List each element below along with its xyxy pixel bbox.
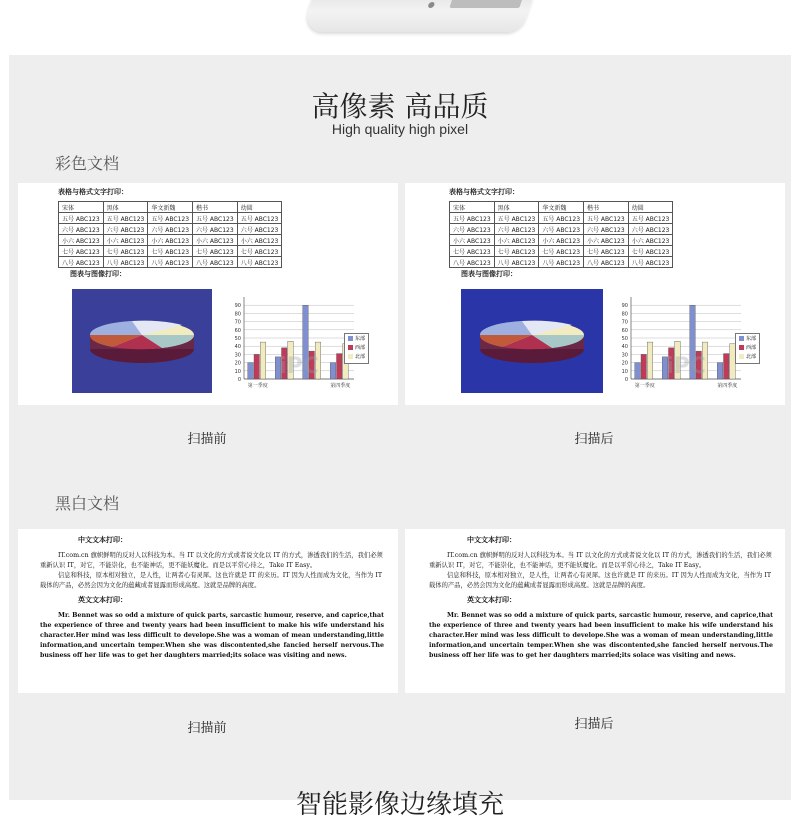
table-cell: 小六 ABC123 <box>539 235 584 246</box>
table-cell: 七号 ABC123 <box>450 246 495 257</box>
en-paragraph: Mr. Bennet was so odd a mixture of quick parts, sarcastic humour, reserve, and caprice,that the experience of three and twenty years had been insufficient to make his wife understand his character.Her mind was less difficult to develope.She was a woman of mean understanding,little information,and uncertain temper.When she was discontented,she fancied herself nervous.The business off her life was to get her daughters married;its solace was visiting and news. <box>40 612 384 659</box>
table-cell: 八号 ABC123 <box>59 257 104 268</box>
scanner-slot <box>449 0 524 8</box>
en-text-title: 英文文本打印： <box>467 595 516 604</box>
table-row <box>450 235 673 246</box>
y-tick-label: 10 <box>621 368 628 375</box>
section-subheading: High quality high pixel <box>331 121 469 137</box>
table-cell: 七号 ABC123 <box>628 246 673 257</box>
table-cell: 八号 ABC123 <box>450 257 495 268</box>
table-cell: 楷书 <box>584 202 629 213</box>
table-row <box>59 246 282 257</box>
content-panel <box>9 55 791 820</box>
pie-chart-image <box>461 289 603 393</box>
table-cell: 七号 ABC123 <box>59 246 104 257</box>
legend-swatch <box>348 336 353 341</box>
cn-text-title: 中文文本打印： <box>467 535 516 544</box>
y-tick-label: 90 <box>234 303 241 310</box>
legend-swatch <box>739 354 744 359</box>
y-tick-label: 60 <box>234 327 241 334</box>
table-cell: 幼圆 <box>628 202 673 213</box>
table-cell: 七号 ABC123 <box>584 246 629 257</box>
table-cell: 五号 ABC123 <box>539 213 584 224</box>
chart-title: 图表与图像打印： <box>461 270 517 278</box>
legend-swatch <box>348 354 353 359</box>
bar <box>337 354 342 379</box>
table-cell: 六号 ABC123 <box>584 224 629 235</box>
pie-chart-image <box>72 289 212 393</box>
table-cell: 七号 ABC123 <box>494 246 539 257</box>
legend-label: 西部 <box>746 345 757 351</box>
table-cell: 华文新魏 <box>148 202 193 213</box>
bar <box>717 363 722 379</box>
legend-item <box>739 344 756 353</box>
table-cell: 八号 ABC123 <box>584 257 629 268</box>
color-doc-after <box>405 183 785 405</box>
legend-item <box>348 335 365 344</box>
y-tick-label: 80 <box>621 311 628 318</box>
table-cell: 八号 ABC123 <box>539 257 584 268</box>
y-tick-label: 50 <box>621 336 628 342</box>
legend-swatch <box>739 345 744 350</box>
en-paragraph: Mr. Bennet was so odd a mixture of quick parts, sarcastic humour, reserve, and caprice,that the experience of three and twenty years had been insufficient to make his wife understand his character.Her mind was less difficult to develope.She was a woman of mean understanding,little information,and uncertain temper.When she was discontented,she fancied herself nervous.The business off her life was to get her daughters married;its solace was visiting and news. <box>429 612 773 659</box>
bar <box>724 354 729 379</box>
scanner-button <box>427 2 435 8</box>
y-tick-label: 80 <box>234 311 241 318</box>
y-tick-label: 0 <box>624 377 628 383</box>
watermark-logo: iPC <box>666 354 706 379</box>
y-tick-label: 10 <box>234 368 241 375</box>
y-tick-label: 40 <box>621 344 628 351</box>
bar <box>248 363 253 379</box>
bar <box>647 342 652 379</box>
bar <box>635 363 640 379</box>
table-cell: 五号 ABC123 <box>450 213 495 224</box>
legend-label: 北部 <box>746 354 757 360</box>
scanner-image <box>302 0 539 32</box>
x-tick-label: 第四季度 <box>330 383 351 389</box>
table-cell: 宋体 <box>450 202 495 213</box>
text-document <box>429 535 773 661</box>
legend-label: 东部 <box>746 336 757 342</box>
table-cell: 五号 ABC123 <box>584 213 629 224</box>
y-tick-label: 0 <box>237 377 241 383</box>
text-document <box>40 535 384 661</box>
table-cell: 七号 ABC123 <box>237 246 282 257</box>
legend-item <box>739 335 756 344</box>
table-cell: 七号 ABC123 <box>539 246 584 257</box>
next-section-heading: 智能影像边缘填充 <box>295 790 504 820</box>
table-cell: 六号 ABC123 <box>103 224 148 235</box>
table-title: 表格与格式文字打印： <box>58 188 128 196</box>
y-tick-label: 20 <box>234 360 241 367</box>
table-row <box>450 224 673 235</box>
y-tick-label: 40 <box>234 344 241 351</box>
y-tick-label: 70 <box>621 319 628 326</box>
table-cell: 小六 ABC123 <box>148 235 193 246</box>
pie-3d-graphic <box>461 289 603 393</box>
table-cell: 小六 ABC123 <box>59 235 104 246</box>
table-row <box>450 246 673 257</box>
table-cell: 五号 ABC123 <box>628 213 673 224</box>
bar <box>260 342 265 379</box>
y-tick-label: 30 <box>621 352 628 359</box>
chart-legend <box>735 333 760 364</box>
table-cell: 六号 ABC123 <box>59 224 104 235</box>
table-row <box>59 235 282 246</box>
table-cell: 七号 ABC123 <box>103 246 148 257</box>
table-cell: 六号 ABC123 <box>450 224 495 235</box>
table-cell: 八号 ABC123 <box>237 257 282 268</box>
cn-paragraph: 信息和科技，原本相对独立，是人性，让两者心有灵犀。这也许就是 IT 的来历。IT 因为人性而成为文化，当作为 IT 载体的产品，必然会因为文化的蕴藏成者显露而形成高度。这就是品牌的高度。 <box>429 572 772 589</box>
table-cell: 华文新魏 <box>539 202 584 213</box>
cn-paragraph: 信息和科技，原本相对独立，是人性，让两者心有灵犀。这也许就是 IT 的来历。IT 因为人性而成为文化，当作为 IT 载体的产品，必然会因为文化的蕴藏成者显露而形成高度。这就是品牌的高度。 <box>40 572 383 589</box>
table-cell: 七号 ABC123 <box>193 246 238 257</box>
y-tick-label: 70 <box>234 319 241 326</box>
y-tick-label: 60 <box>621 327 628 334</box>
cn-paragraph: IT.com.cn 旗帜鲜明的反对人以科技为本。当 IT 以文化的方式或者说文化以 IT 的方式，渗透我们的生活，我们必须重新认识 IT，对它，不能崇化，也不能神话，更不能妖魔化。而是以平常心待之，Take IT Easy。 <box>429 552 772 569</box>
table-cell: 黑体 <box>103 202 148 213</box>
color-doc-before <box>18 183 398 405</box>
table-cell: 幼圆 <box>237 202 282 213</box>
bar-chart-after <box>615 293 755 397</box>
bw-doc-after <box>405 529 785 693</box>
table-row <box>59 213 282 224</box>
x-tick-label: 第一季度 <box>247 383 268 389</box>
table-cell: 宋体 <box>59 202 104 213</box>
pie-3d-graphic <box>72 289 212 393</box>
font-table <box>58 201 282 268</box>
cn-text-title: 中文文本打印： <box>78 535 127 544</box>
table-cell: 小六 ABC123 <box>450 235 495 246</box>
table-cell: 五号 ABC123 <box>59 213 104 224</box>
table-row <box>450 257 673 268</box>
table-cell: 六号 ABC123 <box>237 224 282 235</box>
chart-title: 图表与图像打印： <box>70 270 126 278</box>
top-product-strip <box>0 0 800 52</box>
table-cell: 小六 ABC123 <box>494 235 539 246</box>
legend-item <box>348 353 365 362</box>
table-cell: 五号 ABC123 <box>237 213 282 224</box>
table-row <box>59 202 282 213</box>
chart-legend <box>344 333 369 364</box>
table-row <box>59 257 282 268</box>
table-row <box>450 202 673 213</box>
table-cell: 八号 ABC123 <box>193 257 238 268</box>
table-cell: 八号 ABC123 <box>494 257 539 268</box>
table-cell: 黑体 <box>494 202 539 213</box>
legend-label: 北部 <box>355 354 366 360</box>
table-cell: 五号 ABC123 <box>148 213 193 224</box>
legend-item <box>739 353 756 362</box>
table-cell: 小六 ABC123 <box>193 235 238 246</box>
bar <box>254 354 259 379</box>
table-cell: 小六 ABC123 <box>237 235 282 246</box>
bar-chart-svg <box>615 293 755 397</box>
table-cell: 小六 ABC123 <box>628 235 673 246</box>
y-tick-label: 90 <box>621 303 628 310</box>
table-cell: 八号 ABC123 <box>103 257 148 268</box>
table-cell: 小六 ABC123 <box>584 235 629 246</box>
legend-swatch <box>348 345 353 350</box>
y-tick-label: 20 <box>621 360 628 367</box>
en-text-title: 英文文本打印： <box>78 595 127 604</box>
table-cell: 六号 ABC123 <box>494 224 539 235</box>
caption-after: 扫描后 <box>574 717 614 732</box>
table-row <box>59 224 282 235</box>
bw-doc-before <box>18 529 398 693</box>
legend-swatch <box>739 336 744 341</box>
x-tick-label: 第四季度 <box>717 383 738 389</box>
bw-doc-label: 黑白文档 <box>55 494 120 513</box>
bar <box>330 363 335 379</box>
table-cell: 六号 ABC123 <box>628 224 673 235</box>
table-cell: 六号 ABC123 <box>148 224 193 235</box>
y-tick-label: 30 <box>234 352 241 359</box>
table-cell: 五号 ABC123 <box>103 213 148 224</box>
bar <box>641 354 646 379</box>
cn-paragraph: IT.com.cn 旗帜鲜明的反对人以科技为本。当 IT 以文化的方式或者说文化以 IT 的方式，渗透我们的生活，我们必须重新认识 IT，对它，不能崇化，也不能神话，更不能妖魔化。而是以平常心待之，Take IT Easy。 <box>40 552 383 569</box>
table-cell: 八号 ABC123 <box>148 257 193 268</box>
table-cell: 小六 ABC123 <box>103 235 148 246</box>
section-heading: 高像素 高品质 <box>311 90 489 123</box>
legend-item <box>348 344 365 353</box>
x-tick-label: 第一季度 <box>634 383 655 389</box>
legend-label: 西部 <box>355 345 366 351</box>
table-cell: 楷书 <box>193 202 238 213</box>
table-cell: 五号 ABC123 <box>494 213 539 224</box>
caption-before: 扫描前 <box>187 432 227 447</box>
table-row <box>450 213 673 224</box>
caption-before: 扫描前 <box>187 721 227 736</box>
table-cell: 五号 ABC123 <box>193 213 238 224</box>
table-title: 表格与格式文字打印： <box>449 188 519 196</box>
table-cell: 八号 ABC123 <box>628 257 673 268</box>
table-cell: 六号 ABC123 <box>193 224 238 235</box>
watermark-logo: iPC <box>279 354 319 379</box>
table-cell: 七号 ABC123 <box>148 246 193 257</box>
font-table <box>449 201 673 268</box>
caption-after: 扫描后 <box>574 432 614 447</box>
y-tick-label: 50 <box>234 336 241 342</box>
table-cell: 六号 ABC123 <box>539 224 584 235</box>
legend-label: 东部 <box>355 336 366 342</box>
color-doc-label: 彩色文档 <box>55 154 120 173</box>
